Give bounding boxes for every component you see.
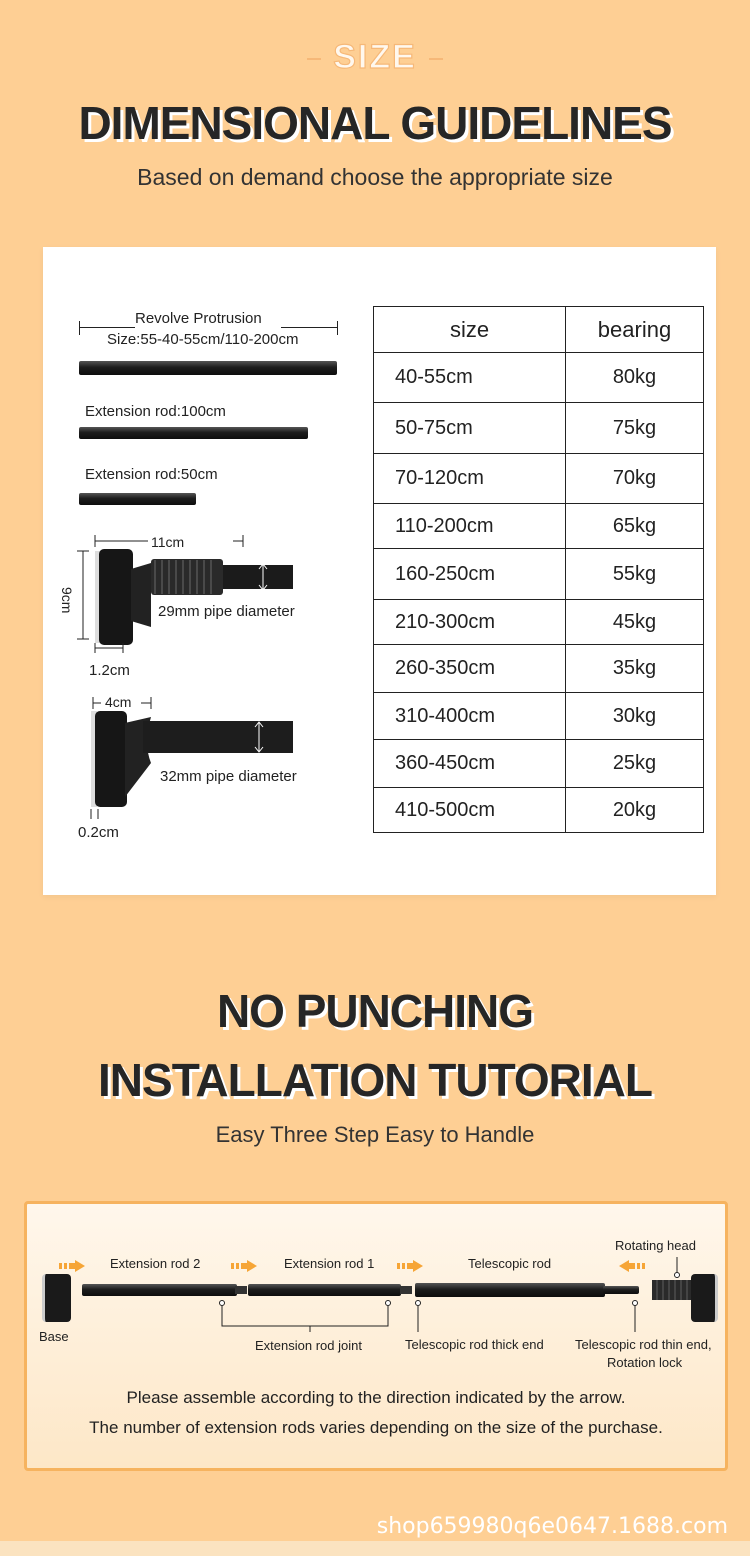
telescopic-label: Telescopic rod: [468, 1256, 552, 1271]
table-row: [374, 353, 704, 403]
bearing-cell: 55kg: [566, 549, 704, 600]
rotating-head-label: Rotating head: [615, 1238, 696, 1253]
bearing-cell: 75kg: [566, 403, 704, 454]
header-size: size: [374, 307, 566, 353]
dim-9cm: 9cm: [59, 587, 75, 614]
bearing-cell: 70kg: [566, 454, 704, 504]
size-bearing-table: [373, 306, 704, 833]
size-cell: 160-250cm: [374, 549, 566, 600]
table-row: [374, 403, 704, 454]
pipe32-label: 32mm pipe diameter: [160, 768, 297, 785]
install-subtitle: Easy Three Step Easy to Handle: [215, 1122, 535, 1147]
install-panel: [24, 1201, 728, 1471]
size-tag: SIZE: [0, 38, 750, 77]
ext100-label: Extension rod:100cm: [85, 403, 226, 420]
size-cell: 70-120cm: [374, 454, 566, 504]
dim-0-2cm: 0.2cm: [78, 824, 119, 841]
table-row: [374, 693, 704, 740]
bearing-cell: 80kg: [566, 353, 704, 403]
bearing-cell: 30kg: [566, 693, 704, 740]
connector-lines: [27, 1204, 725, 1354]
table-row: [374, 549, 704, 600]
size-cell: 210-300cm: [374, 600, 566, 645]
revolve-size: Size:55-40-55cm/110-200cm: [107, 331, 299, 348]
size-cell: 360-450cm: [374, 740, 566, 788]
thin-end-label-2: Rotation lock: [607, 1355, 683, 1370]
dim-11cm: 11cm: [151, 534, 185, 550]
table-row: [374, 645, 704, 693]
table-row: [374, 600, 704, 645]
revolve-rod: [79, 361, 337, 375]
ext100-rod: [79, 427, 308, 439]
revolve-label: Revolve Protrusion: [135, 310, 262, 327]
dim-1-2cm: 1.2cm: [89, 662, 130, 679]
size-cell: 40-55cm: [374, 353, 566, 403]
base-29mm-icon: [73, 529, 303, 659]
shop-watermark: shop659980q6e0647.1688.com: [376, 1514, 728, 1539]
table-row: [374, 740, 704, 788]
size-cell: 410-500cm: [374, 788, 566, 833]
ext1-label: Extension rod 1: [284, 1256, 375, 1271]
ext50-rod: [79, 493, 196, 505]
ext2-label: Extension rod 2: [110, 1256, 201, 1271]
bearing-cell: 35kg: [566, 645, 704, 693]
size-panel: [43, 247, 716, 895]
table-row: [374, 454, 704, 504]
page-subtitle: Based on demand choose the appropriate size: [137, 164, 613, 190]
footer-bar: [0, 1541, 750, 1556]
base-32mm-icon: [81, 693, 311, 823]
bearing-cell: 45kg: [566, 600, 704, 645]
table-row: [374, 504, 704, 549]
joint-label: Extension rod joint: [255, 1338, 362, 1353]
thin-end-label-1: Telescopic rod thin end,: [575, 1337, 712, 1352]
table-row: [374, 788, 704, 833]
page-title: DIMENSIONAL GUIDELINES: [78, 97, 672, 149]
table-header-row: [374, 307, 704, 353]
size-cell: 310-400cm: [374, 693, 566, 740]
pipe29-label: 29mm pipe diameter: [158, 603, 295, 620]
size-cell: 110-200cm: [374, 504, 566, 549]
base-label: Base: [39, 1329, 69, 1344]
size-cell: 50-75cm: [374, 403, 566, 454]
size-cell: 260-350cm: [374, 645, 566, 693]
bearing-cell: 20kg: [566, 788, 704, 833]
header-bearing: bearing: [566, 307, 704, 353]
ext50-label: Extension rod:50cm: [85, 466, 218, 483]
bearing-cell: 25kg: [566, 740, 704, 788]
install-title-line2: INSTALLATION TUTORIAL: [98, 1054, 652, 1106]
install-note-1: Please assemble according to the direction indicated by the arrow.: [126, 1388, 626, 1407]
thick-end-label: Telescopic rod thick end: [405, 1337, 544, 1352]
install-note-2: The number of extension rods varies depending on the size of the purchase.: [89, 1418, 663, 1437]
bearing-cell: 65kg: [566, 504, 704, 549]
dim-4cm: 4cm: [105, 694, 132, 710]
install-title-line1: NO PUNCHING: [216, 985, 534, 1037]
